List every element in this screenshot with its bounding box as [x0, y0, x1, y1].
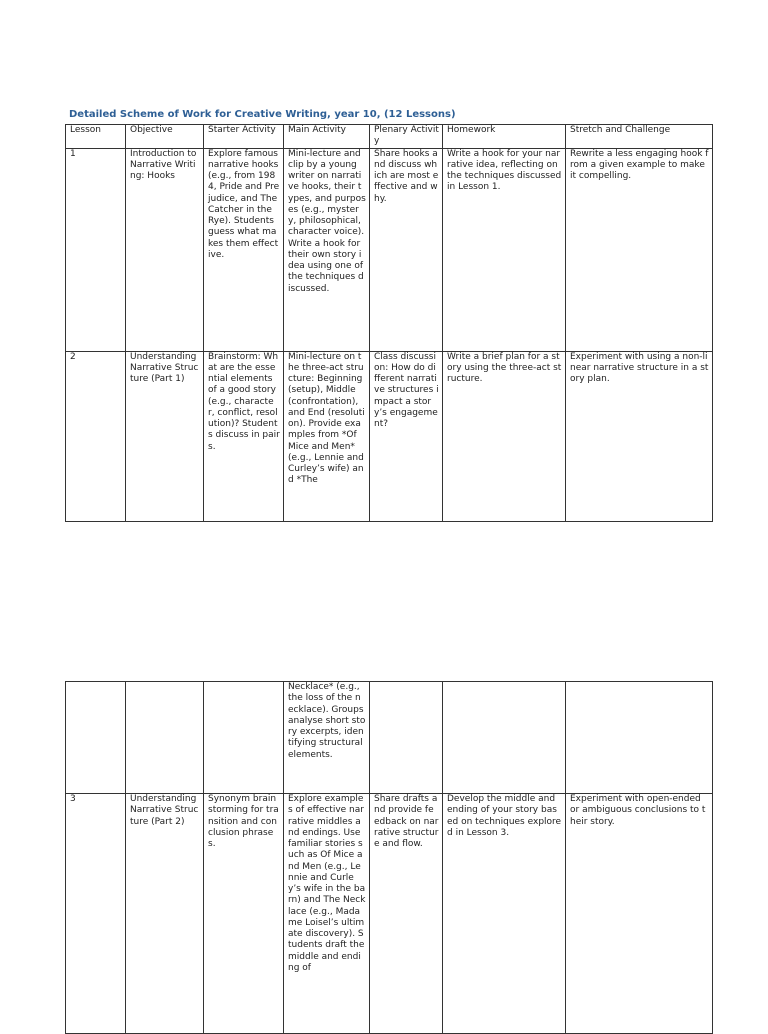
main-activity-cell: Mini-lecture and clip by a young writer on narrative hooks, their types, and purposes (e.g., mystery, philosophical, character voice). Write a hook for their own story idea using one of the techniques discussed. [284, 148, 370, 351]
main-activity-cell: Necklace* (e.g., the loss of the necklace). Groups analyse short story excerpts, identifying structural elements. [284, 682, 370, 794]
document-title: Detailed Scheme of Work for Creative Writing, year 10, (12 Lessons) [69, 109, 456, 120]
header-starter-activity: Starter Activity [204, 125, 284, 149]
stretch-challenge-cell: Rewrite a less engaging hook from a given example to make it compelling. [566, 148, 713, 351]
objective-cell: Introduction to Narrative Writing: Hooks [126, 148, 204, 351]
objective-cell: Understanding Narrative Structure (Part 1) [126, 351, 204, 521]
objective-cell: Understanding Narrative Structure (Part 2) [126, 794, 204, 1034]
table-row [66, 351, 713, 521]
lesson-number: 2 [66, 351, 126, 521]
lesson-number [66, 682, 126, 794]
main-activity-cell: Mini-lecture on the three-act structure: Beginning (setup), Middle (confrontation), and End (resolution). Provide examples from *Of Mice and Men* (e.g., Lennie and Curley’s wife) and *The [284, 351, 370, 521]
homework-cell [443, 682, 566, 794]
starter-activity-cell: Synonym brainstorming for transition and conclusion phrases. [204, 794, 284, 1034]
table-row [66, 148, 713, 351]
plenary-activity-cell: Share drafts and provide feedback on narrative structure and flow. [370, 794, 443, 1034]
homework-cell: Write a brief plan for a story using the three-act structure. [443, 351, 566, 521]
stretch-challenge-cell [566, 682, 713, 794]
plenary-activity-cell: Share hooks and discuss which are most effective and why. [370, 148, 443, 351]
header-plenary-activity: Plenary Activity [370, 125, 443, 149]
table-row-continuation [66, 682, 713, 794]
plenary-activity-cell [370, 682, 443, 794]
homework-cell: Write a hook for your narrative idea, reflecting on the techniques discussed in Lesson 1. [443, 148, 566, 351]
lesson-number: 3 [66, 794, 126, 1034]
header-objective: Objective [126, 125, 204, 149]
table-header-row [66, 125, 713, 149]
starter-activity-cell [204, 682, 284, 794]
main-activity-cell: Explore examples of effective narrative middles and endings. Use familiar stories such as Of Mice and Men (e.g., Lennie and Curley’s wife in the barn) and The Necklace (e.g., Madame Loisel’s ultimate discovery). Students draft the middle and ending of [284, 794, 370, 1034]
header-lesson: Lesson [66, 125, 126, 149]
header-main-activity: Main Activity [284, 125, 370, 149]
table-row [66, 794, 713, 1034]
header-stretch-and-challenge: Stretch and Challenge [566, 125, 713, 149]
starter-activity-cell: Explore famous narrative hooks (e.g., from 1984, Pride and Prejudice, and The Catcher in the Rye). Students guess what makes them effective. [204, 148, 284, 351]
scheme-of-work-table-continued [65, 681, 713, 1034]
stretch-challenge-cell: Experiment with open-ended or ambiguous conclusions to their story. [566, 794, 713, 1034]
header-homework: Homework [443, 125, 566, 149]
plenary-activity-cell: Class discussion: How do different narrative structures impact a story’s engagement? [370, 351, 443, 521]
homework-cell: Develop the middle and ending of your story based on techniques explored in Lesson 3. [443, 794, 566, 1034]
starter-activity-cell: Brainstorm: What are the essential elements of a good story (e.g., character, conflict, resolution)? Students discuss in pairs. [204, 351, 284, 521]
scheme-of-work-table [65, 124, 713, 522]
objective-cell [126, 682, 204, 794]
lesson-number: 1 [66, 148, 126, 351]
stretch-challenge-cell: Experiment with using a non-linear narrative structure in a story plan. [566, 351, 713, 521]
